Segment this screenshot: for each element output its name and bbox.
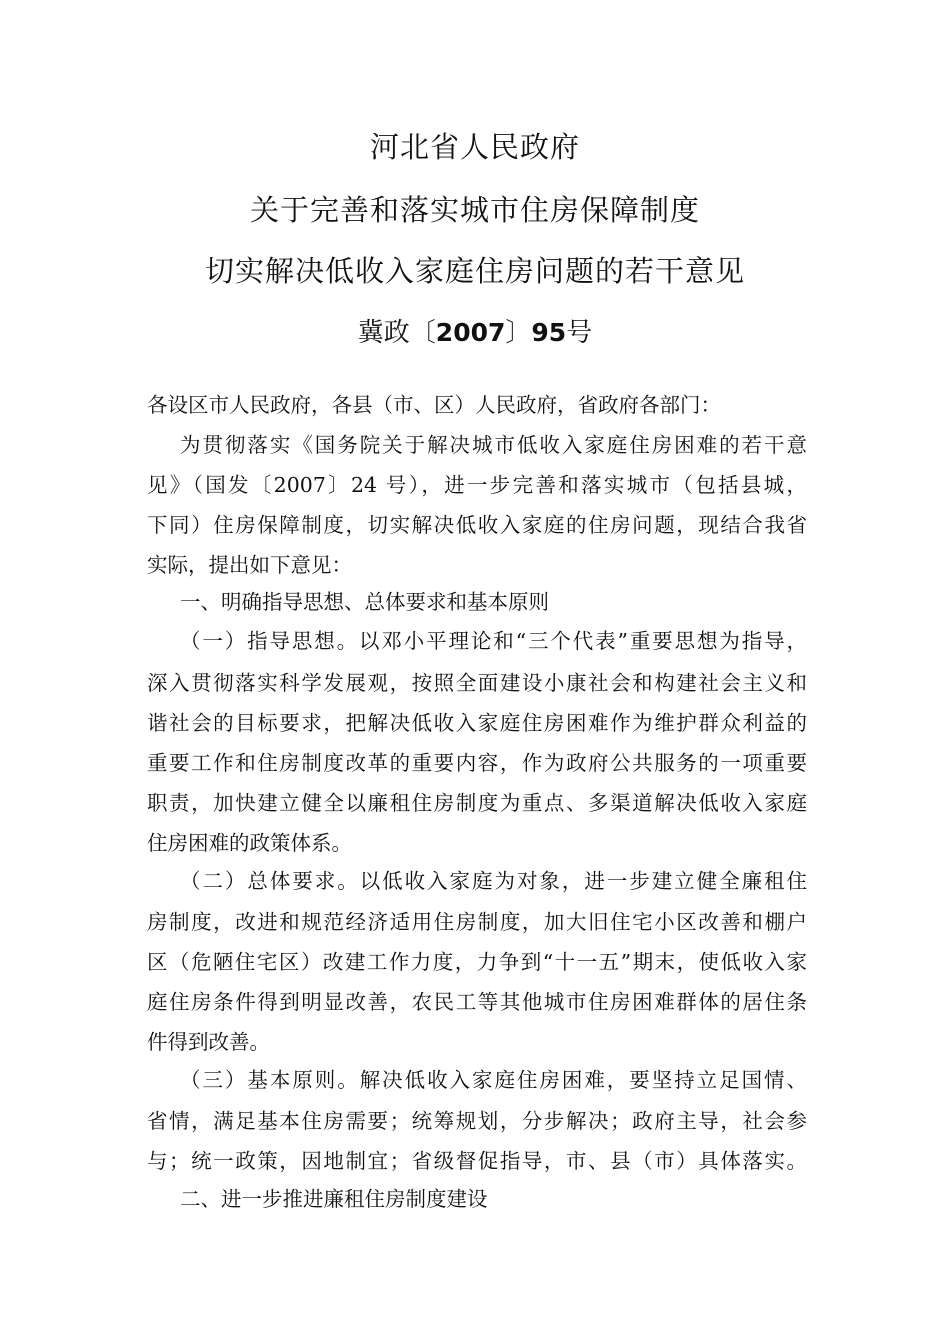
section-heading-1: 一、明确指导思想、总体要求和基本原则 xyxy=(180,590,549,614)
doc-number-year: 2007 xyxy=(435,318,506,347)
body-line: 住房困难的政策体系。 xyxy=(147,831,352,855)
body-line: （一）指导思想。以邓小平理论和“三个代表”重要思想为指导， xyxy=(180,629,807,653)
body-line: 区（危陋住宅区）改建工作力度，力争到“十一五”期末，使低收入家 xyxy=(147,950,807,974)
doc-number-middle: 〕 xyxy=(505,318,532,348)
body-line: 谐社会的目标要求，把解决低收入家庭住房困难作为维护群众利益的 xyxy=(147,711,807,735)
body-line: 为贯彻落实《国务院关于解决城市低收入家庭住房困难的若干意 xyxy=(180,433,807,457)
body-line: 件得到改善。 xyxy=(147,1030,270,1054)
body-line: 实际，提出如下意见： xyxy=(147,553,352,577)
body-line: 见》（国发〔2007〕24 号），进一步完善和落实城市（包括县城， xyxy=(147,473,807,497)
salutation: 各设区市人民政府，各县（市、区）人民政府，省政府各部门： xyxy=(147,393,721,417)
body-line: （二）总体要求。以低收入家庭为对象，进一步建立健全廉租住 xyxy=(180,869,807,893)
document-number xyxy=(0,312,950,349)
body-line: 庭住房条件得到明显改善，农民工等其他城市住房困难群体的居住条 xyxy=(147,990,807,1014)
body-line: （三）基本原则。解决低收入家庭住房困难，要坚持立足国情、 xyxy=(180,1068,807,1092)
title-line-2: 关于完善和落实城市住房保障制度 xyxy=(249,193,700,227)
body-line: 省情，满足基本住房需要；统筹规划，分步解决；政府主导，社会参 xyxy=(147,1109,807,1133)
body-line: 与；统一政策，因地制宜；省级督促指导，市、县（市）具体落实。 xyxy=(147,1149,807,1173)
title-line-1: 河北省人民政府 xyxy=(369,130,580,164)
doc-number-prefix: 冀政〔 xyxy=(357,318,436,348)
body-line: 重要工作和住房制度改革的重要内容，作为政府公共服务的一项重要 xyxy=(147,751,807,775)
section-heading-2: 二、进一步推进廉租住房制度建设 xyxy=(180,1187,488,1211)
body-line: 下同）住房保障制度，切实解决低收入家庭的住房问题，现结合我省 xyxy=(147,513,807,537)
body-line: 房制度，改进和规范经济适用住房制度，加大旧住宅小区改善和棚户 xyxy=(147,910,807,934)
doc-number-suffix: 号 xyxy=(566,318,593,348)
doc-number-num: 95 xyxy=(531,318,567,347)
body-line: 深入贯彻落实科学发展观，按照全面建设小康社会和构建社会主义和 xyxy=(147,671,807,695)
title-line-3: 切实解决低收入家庭住房问题的若干意见 xyxy=(204,254,745,288)
body-line: 职责，加快建立健全以廉租住房制度为重点、多渠道解决低收入家庭 xyxy=(147,791,807,815)
